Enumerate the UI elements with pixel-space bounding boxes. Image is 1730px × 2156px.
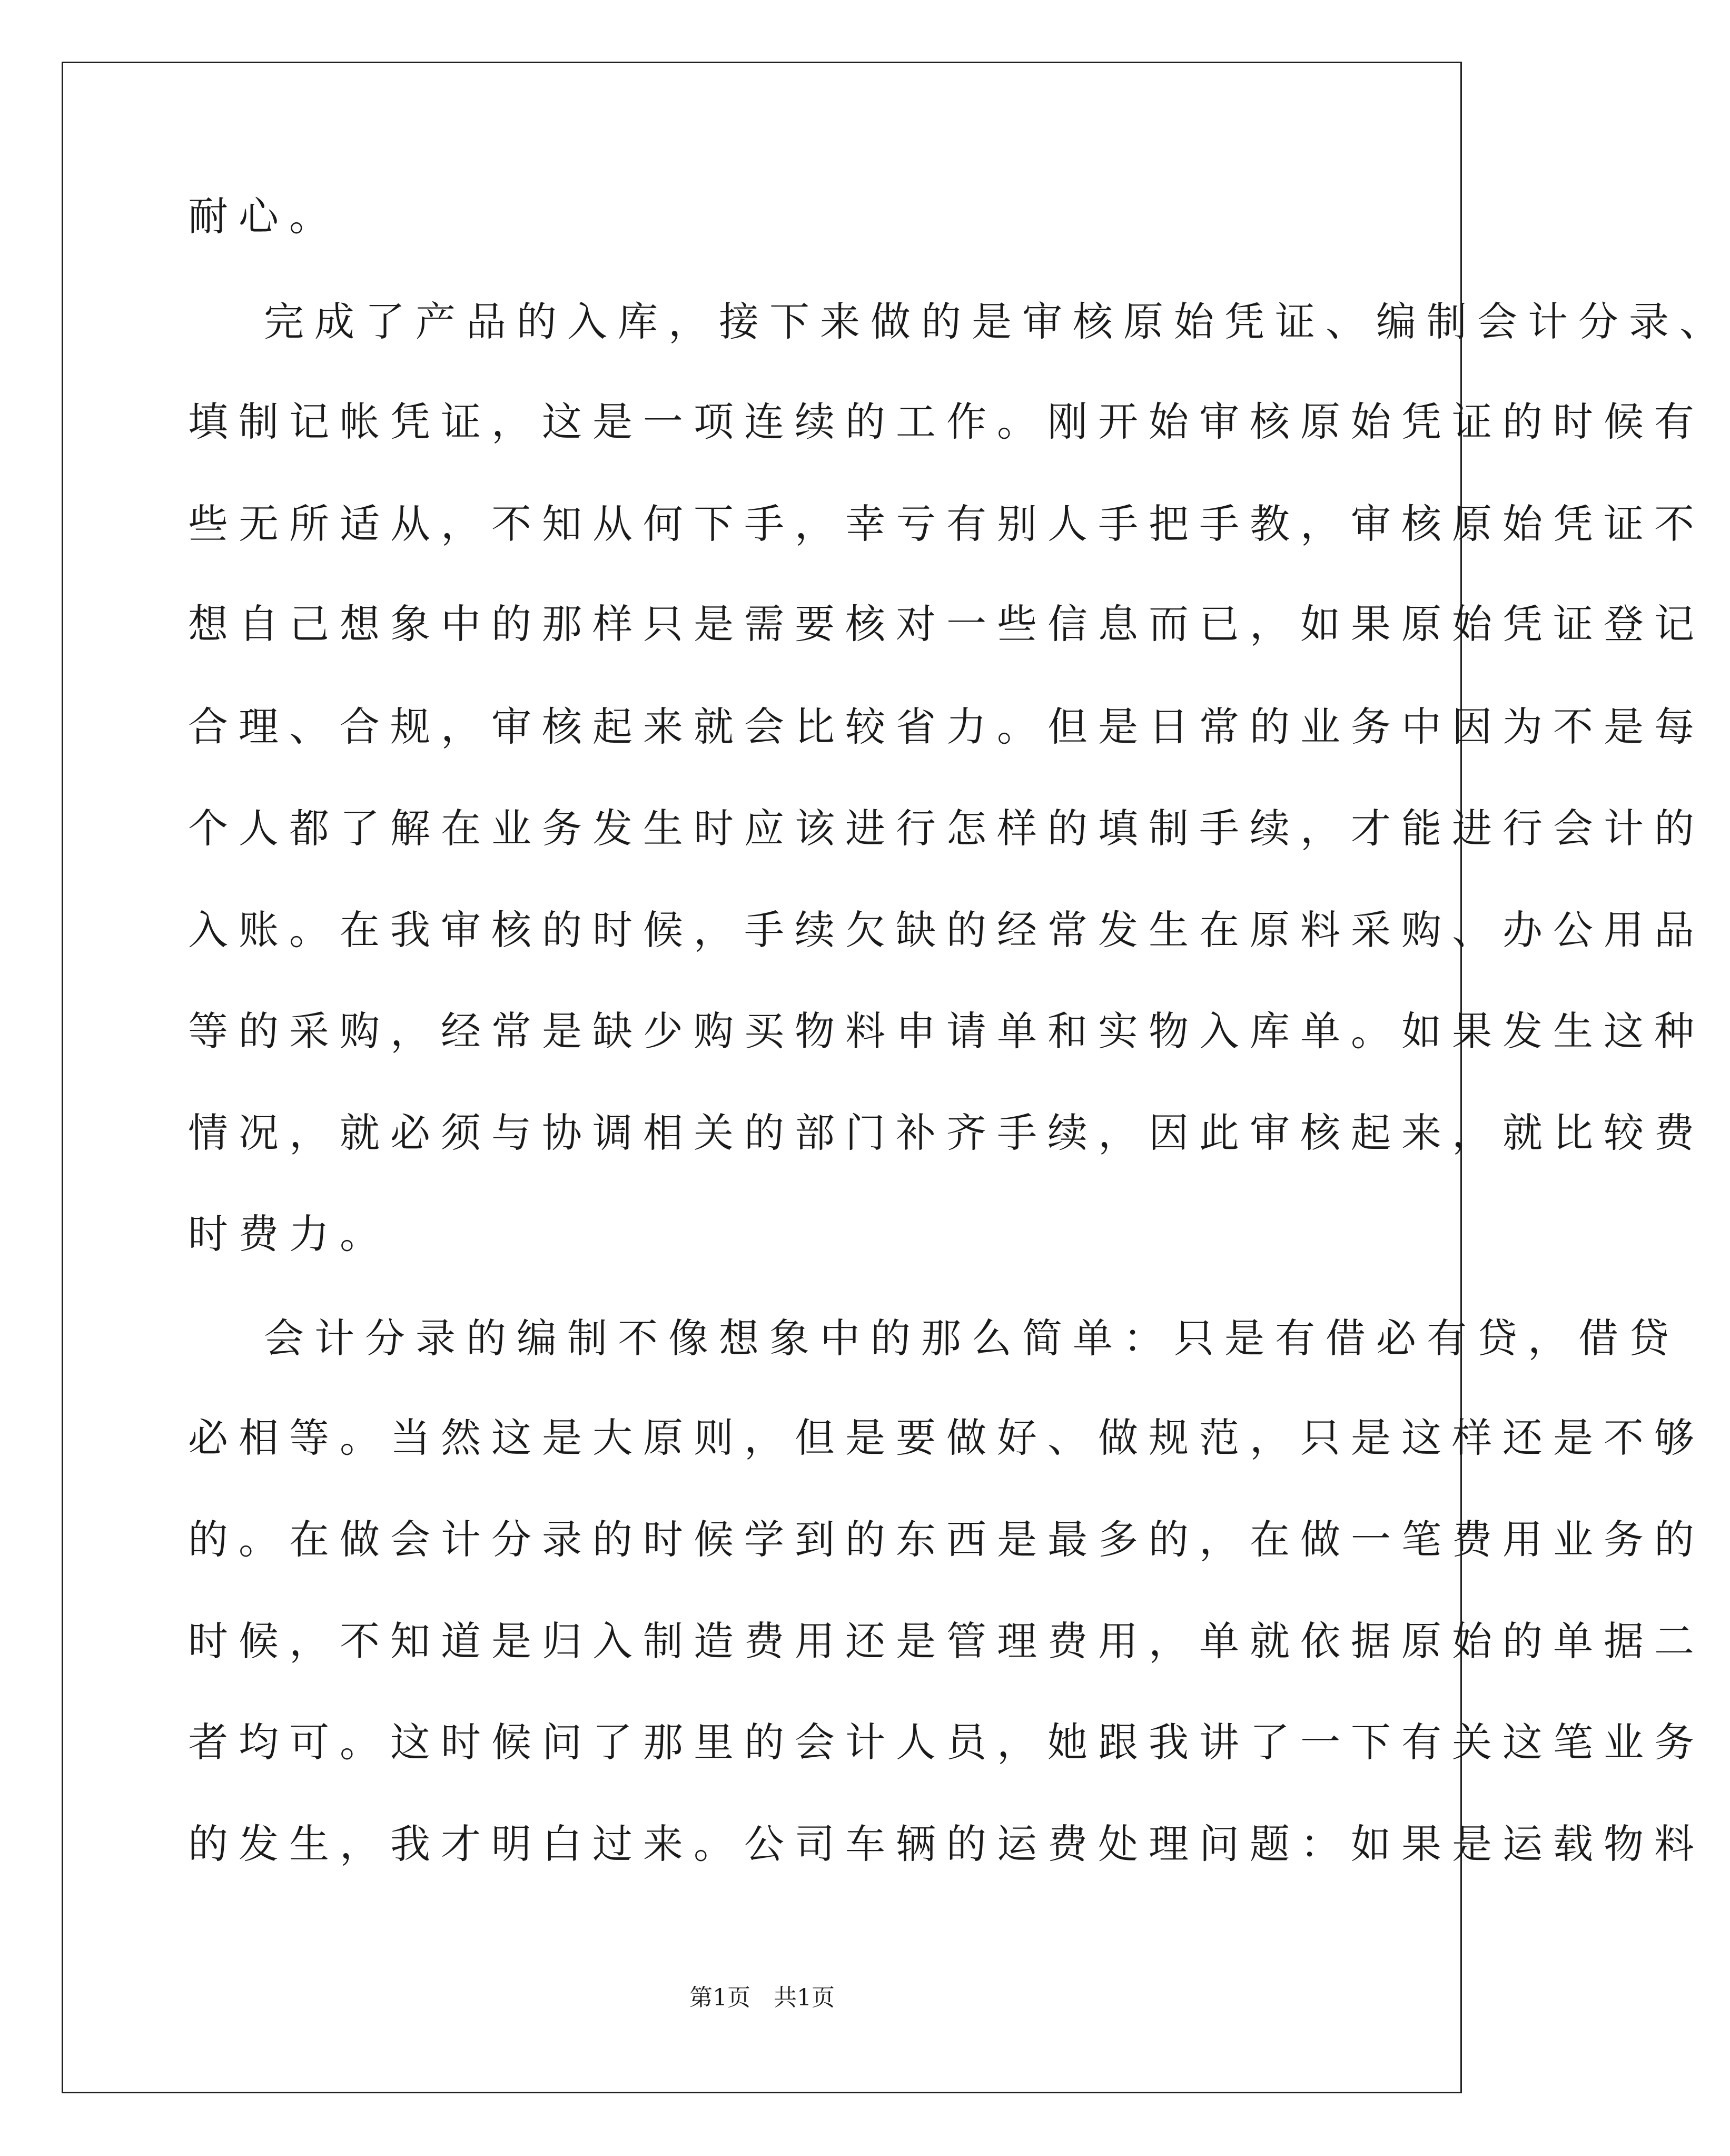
text-line: 等的采购，经常是缺少购买物料申请单和实物入库单。如果发生这种	[188, 1008, 1705, 1055]
text-line: 的。在做会计分录的时候学到的东西是最多的，在做一笔费用业务的	[188, 1516, 1705, 1563]
paragraph-first-line: 会计分录的编制不像想象中的那么简单：只是有借必有贷，借贷	[264, 1315, 1679, 1362]
text-line: 入账。在我审核的时候，手续欠缺的经常发生在原料采购、办公用品	[188, 907, 1705, 953]
text-line: 合理、合规，审核起来就会比较省力。但是日常的业务中因为不是每	[188, 703, 1705, 750]
text-line: 耐心。	[188, 193, 340, 240]
page-border	[62, 62, 1462, 2093]
page-footer	[0, 1983, 1524, 2013]
text-line: 填制记帐凭证，这是一项连续的工作。刚开始审核原始凭证的时候有	[188, 398, 1705, 445]
text-line: 个人都了解在业务发生时应该进行怎样的填制手续，才能进行会计的	[188, 805, 1705, 852]
paragraph-first-line: 完成了产品的入库，接下来做的是审核原始凭证、编制会计分录、	[264, 298, 1730, 345]
text-line: 些无所适从，不知从何下手，幸亏有别人手把手教，审核原始凭证不	[188, 500, 1705, 547]
page-number-current: 第1页	[689, 1984, 750, 2011]
text-line: 想自己想象中的那样只是需要核对一些信息而已，如果原始凭证登记	[188, 600, 1705, 647]
text-line: 者均可。这时候问了那里的会计人员，她跟我讲了一下有关这笔业务	[188, 1719, 1705, 1766]
text-line: 时费力。	[188, 1210, 390, 1257]
text-line: 时候，不知道是归入制造费用还是管理费用，单就依据原始的单据二	[188, 1618, 1705, 1665]
text-line: 情况，就必须与协调相关的部门补齐手续，因此审核起来，就比较费	[188, 1109, 1705, 1156]
page-number-total: 共1页	[774, 1984, 835, 2011]
text-line: 的发生，我才明白过来。公司车辆的运费处理问题：如果是运载物料	[188, 1820, 1705, 1867]
text-line: 必相等。当然这是大原则，但是要做好、做规范，只是这样还是不够	[188, 1414, 1705, 1461]
